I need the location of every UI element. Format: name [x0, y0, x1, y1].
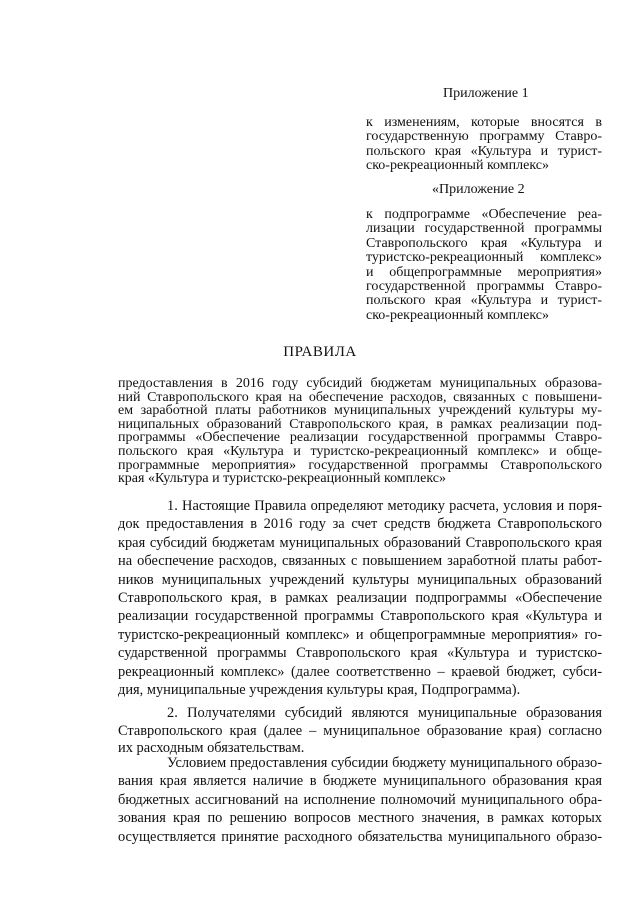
paragraph-line: зования края по решению вопросов местного значения, в рамках которых	[118, 810, 602, 827]
paragraph-line: осуществляется принятие расходного обязательства муниципального образо-	[118, 828, 602, 845]
paragraph-line: рекреационный комплекс» (далее соответственно – краевой бюджет, субси-	[118, 663, 602, 680]
annex-1-text	[366, 116, 602, 174]
annex-2-line: польского края «Культура и турист-	[366, 293, 602, 309]
document-subtitle	[118, 377, 602, 486]
annex-1-line: ско-рекреационный комплекс»	[366, 158, 549, 174]
subtitle-line: ний Ставропольского края на обеспечение расходов, связанных с повышени-	[118, 389, 602, 405]
paragraph-line: вания края является наличие в бюджете муниципального образования края	[118, 773, 602, 790]
paragraph-line: сударственной программы Ставропольского края «Культура и туристско-	[118, 645, 602, 662]
paragraph-line: 2. Получателями субсидий являются муниципальные образования	[167, 705, 602, 721]
paragraph-line: дия, муниципальные учреждения культуры края, Подпрограмма).	[118, 682, 521, 699]
paragraph-3	[118, 754, 602, 846]
paragraph-line: бюджетных ассигнований на исполнение полномочий муниципального обра-	[118, 791, 602, 808]
paragraph-line: Условием предоставления субсидии бюджету муниципального образо-	[167, 755, 602, 771]
paragraph-line: их расходным обязательствам.	[118, 740, 305, 756]
subtitle-line: программы «Обеспечение реализации государственной программы Ставро-	[118, 430, 602, 446]
annex-2-line: Ставропольского края «Культура и	[366, 235, 602, 251]
subtitle-line: ем заработной платы работников муниципальных учреждений культуры му-	[118, 403, 602, 419]
annex-2-text	[366, 208, 602, 323]
subtitle-line: предоставления в 2016 году субсидий бюджетам муниципальных образова-	[118, 376, 602, 391]
annex-2-line: туристско-рекреационный комплекс»	[366, 250, 602, 266]
paragraph-line: ников муниципальных учреждений культуры муниципальных образований	[118, 571, 602, 588]
annex-1-title: Приложение 1	[443, 86, 529, 101]
paragraph-1	[118, 497, 602, 699]
annex-2-line: и общепрограммные мероприятия»	[366, 264, 602, 280]
paragraph-line: края субсидий бюджетам муниципальных образований Ставропольского края	[118, 534, 602, 551]
annex-2-line: ско-рекреационный комплекс»	[366, 307, 549, 323]
annex-1-line: к изменениям, которые вносятся в	[366, 115, 602, 130]
paragraph-line: на обеспечение расходов, связанных с повышением заработной платы работ-	[118, 553, 602, 570]
annex-1-line: государственную программу Ставро-	[366, 129, 602, 145]
paragraph-line: реализации государственной программы Ставропольского края «Культура и	[118, 608, 602, 625]
annex-1-line: польского края «Культура и турист-	[366, 143, 602, 159]
subtitle-line: ниципальных образований Ставропольского края, в рамках реализации под-	[118, 416, 602, 432]
paragraph-line: туристско-рекреационный комплекс» и общепрограммные мероприятия» го-	[118, 626, 602, 643]
paragraph-line: Ставропольского края (далее – муниципальное образование края) согласно	[118, 722, 602, 739]
paragraph-line: 1. Настоящие Правила определяют методику расчета, условия и поря-	[167, 498, 602, 514]
paragraph-line: док предоставления в 2016 году за счет средств бюджета Ставропольского	[118, 516, 602, 533]
annex-2-line: к подпрограмме «Обеспечение реа-	[366, 207, 602, 222]
paragraph-2	[118, 705, 602, 758]
document-title: ПРАВИЛА	[283, 344, 357, 360]
annex-2-line: государственной программы Ставро-	[366, 279, 602, 295]
subtitle-line: польского края «Культура и туристско-рекреационный комплекс» и обще-	[118, 443, 602, 459]
paragraph-line: Ставропольского края, в рамках реализации подпрограммы «Обеспечение	[118, 590, 602, 607]
subtitle-line: программные мероприятия» государственной программы Ставропольского	[118, 457, 602, 473]
annex-2-line: лизации государственной программы	[366, 221, 602, 237]
annex-2-title: «Приложение 2	[432, 182, 525, 197]
subtitle-line: края «Культура и туристско-рекреационный комплекс»	[118, 471, 447, 487]
